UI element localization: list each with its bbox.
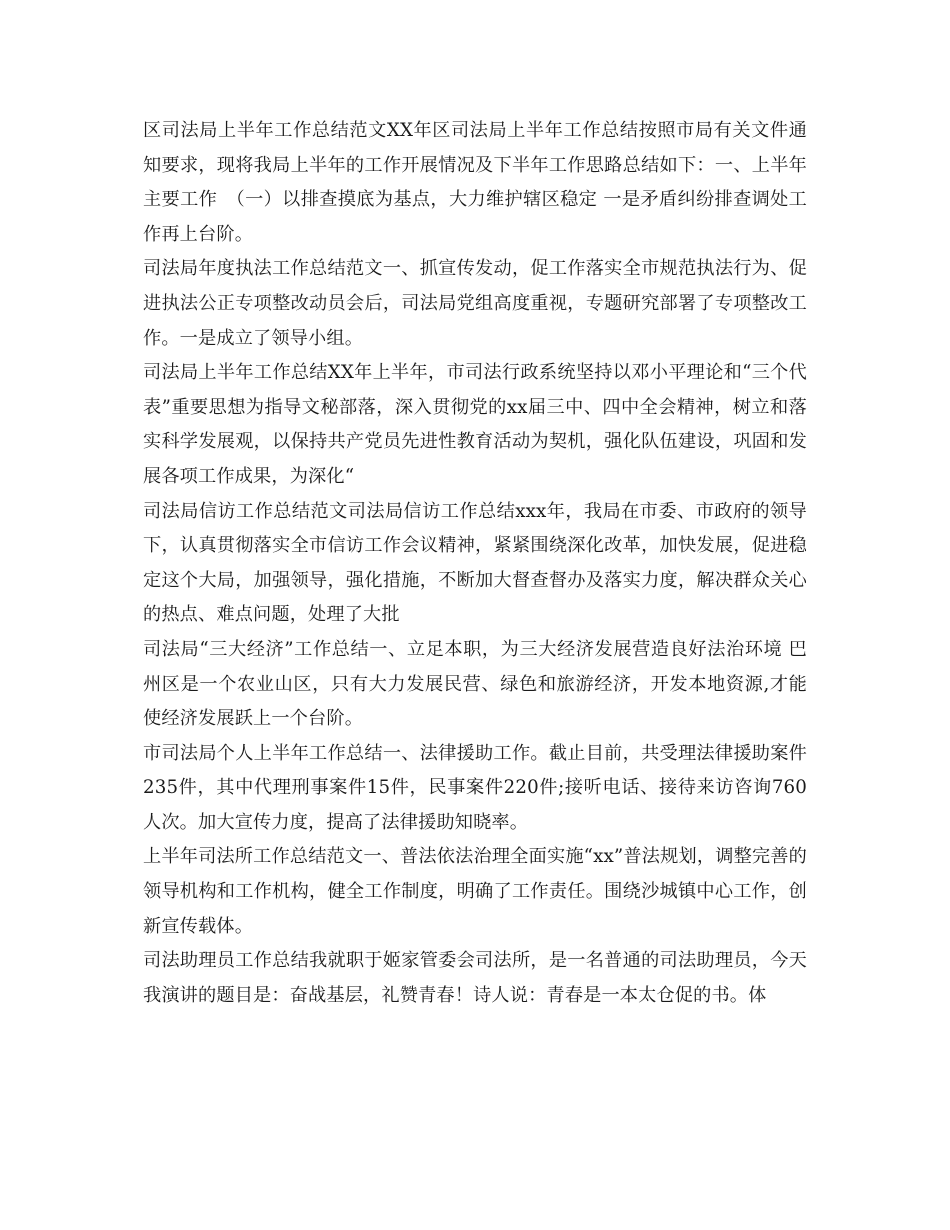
paragraph-law-enforcement-summary: 司法局年度执法工作总结范文一、抓宣传发动，促工作落实全市规范执法行为、促进执法公正专项整改动员会后，司法局党组高度重视，专题研究部署了专项整改工作。一是成立了领导小组。 — [143, 258, 807, 349]
document-body — [143, 114, 807, 1013]
paragraph-personal-summary: 市司法局个人上半年工作总结一、法律援助工作。截止目前，共受理法律援助案件235件，其中代理刑事案件15件，民事案件220件;接听电话、接待来访咨询760人次。加大宣传力度，提高了法律援助知晓率。 — [143, 742, 807, 833]
paragraph-assistant-summary: 司法助理员工作总结我就职于姬家管委会司法所，是一名普通的司法助理员，今天我演讲的题目是：奋战基层，礼赞青春！诗人说：青春是一本太仓促的书。体 — [143, 950, 807, 1006]
paragraph-district-summary: 区司法局上半年工作总结范文XX年区司法局上半年工作总结按照市局有关文件通知要求，现将我局上半年的工作开展情况及下半年工作思路总结如下：一、上半年主要工作 （一）以排查摸底为基点，大力维护辖区稳定 一是矛盾纠纷排查调处工作再上台阶。 — [143, 120, 807, 245]
paragraph-judicial-office-summary: 上半年司法所工作总结范文一、普法依法治理全面实施“xx”普法规划，调整完善的领导机构和工作机构，健全工作制度，明确了工作责任。围绕沙城镇中心工作，创新宣传载体。 — [143, 846, 807, 937]
paragraph-petition-summary: 司法局信访工作总结范文司法局信访工作总结xxx年，我局在市委、市政府的领导下，认真贯彻落实全市信访工作会议精神，紧紧围绕深化改革，加快发展，促进稳定这个大局，加强领导，强化措施，不断加大督查督办及落实力度，解决群众关心的热点、难点问题，处理了大批 — [143, 500, 807, 626]
paragraph-half-year-summary: 司法局上半年工作总结XX年上半年，市司法行政系统坚持以邓小平理论和“三个代表”重要思想为指导文秘部落，深入贯彻党的xx届三中、四中全会精神，树立和落实科学发展观，以保持共产党员先进性教育活动为契机，强化队伍建设，巩固和发展各项工作成果，为深化“ — [143, 362, 807, 487]
paragraph-three-economies-summary: 司法局“三大经济”工作总结一、立足本职，为三大经济发展营造良好法治环境 巴州区是一个农业山区，只有大力发展民营、绿色和旅游经济，开发本地资源,才能使经济发展跃上一个台阶。 — [143, 638, 807, 730]
